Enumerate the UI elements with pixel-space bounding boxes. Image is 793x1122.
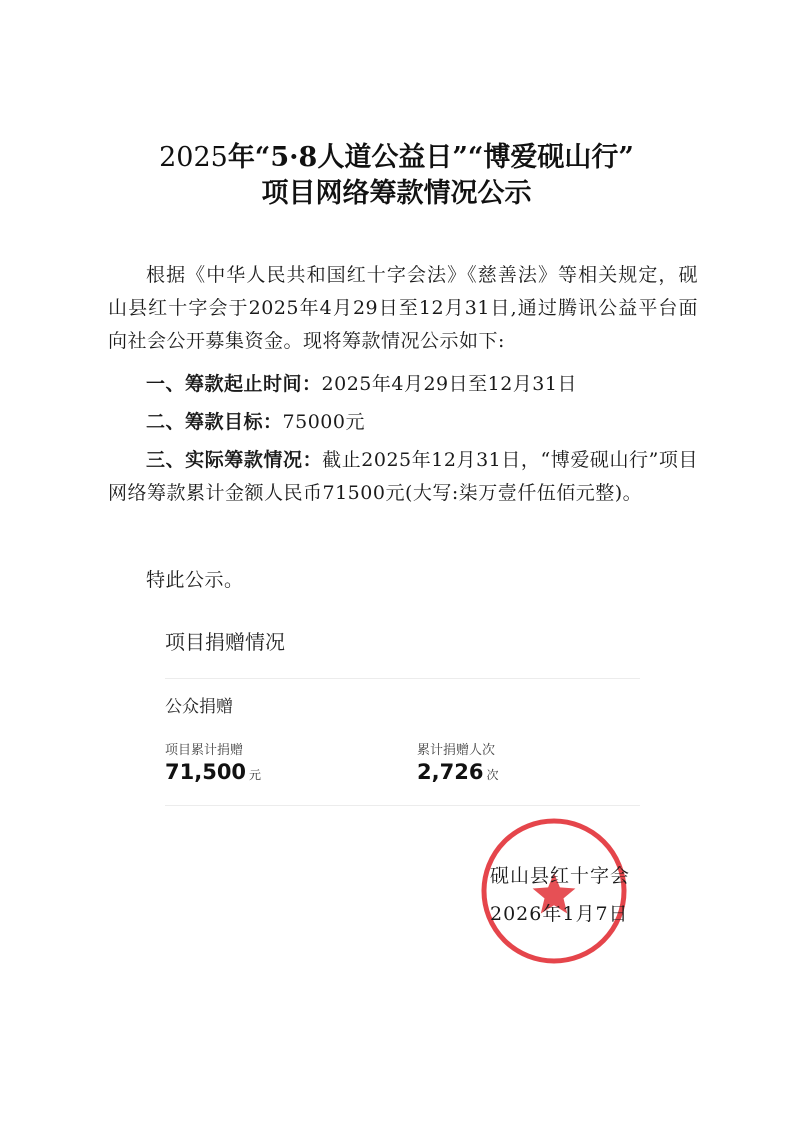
- stat-count-unit: 次: [486, 768, 499, 782]
- item-1-value: 2025年4月29日至12月31日: [321, 373, 577, 395]
- title-line-1: [0, 140, 793, 176]
- item-1-label: 一、筹款起止时间：: [146, 373, 322, 395]
- stat-total-number: 71,500: [165, 760, 247, 784]
- item-3: [108, 444, 698, 510]
- item-1: [108, 368, 698, 401]
- stat-count-label: 累计捐赠人次: [417, 743, 496, 758]
- official-seal: [478, 815, 630, 967]
- item-2-label: 二、筹款目标：: [146, 411, 283, 433]
- title-line-1-text: 年“5·8人道公益日”“博爱砚山行”: [227, 142, 634, 173]
- item-3-value: 截止2025年12月31日，“博爱砚山行”项目网络筹款累计金额人民币71500元(大写:柒万壹仟伍佰元整)。: [108, 449, 698, 504]
- card-title: 项目捐赠情况: [165, 630, 285, 654]
- stat-count-value: [417, 760, 498, 784]
- signature-date: 2026年1月7日: [490, 903, 629, 925]
- signature-org: 砚山县红十字会: [490, 865, 631, 887]
- item-2: [108, 406, 698, 439]
- stat-total-value: [165, 760, 261, 784]
- item-3-label: 三、实际筹款情况：: [146, 449, 323, 471]
- card-bottom-divider: [165, 805, 640, 806]
- title-year: 2025: [159, 142, 228, 173]
- card-divider: [165, 678, 640, 679]
- item-2-value: 75000元: [282, 411, 365, 433]
- stat-total-unit: 元: [249, 768, 262, 782]
- card-section-title: 公众捐赠: [165, 697, 233, 717]
- title-line-2: 项目网络筹款情况公示: [261, 178, 532, 209]
- stat-total-label: 项目累计捐赠: [165, 743, 244, 758]
- closing-text: 特此公示。: [146, 569, 244, 591]
- document-title: [0, 140, 793, 212]
- stat-count-number: 2,726: [417, 760, 484, 784]
- intro-paragraph: 根据《中华人民共和国红十字会法》《慈善法》等相关规定，砚山县红十字会于2025年4月29日至12月31日,通过腾讯公益平台面向社会公开募集资金。现将筹款情况公示如下:: [108, 264, 698, 352]
- donation-card-screenshot: [145, 606, 665, 806]
